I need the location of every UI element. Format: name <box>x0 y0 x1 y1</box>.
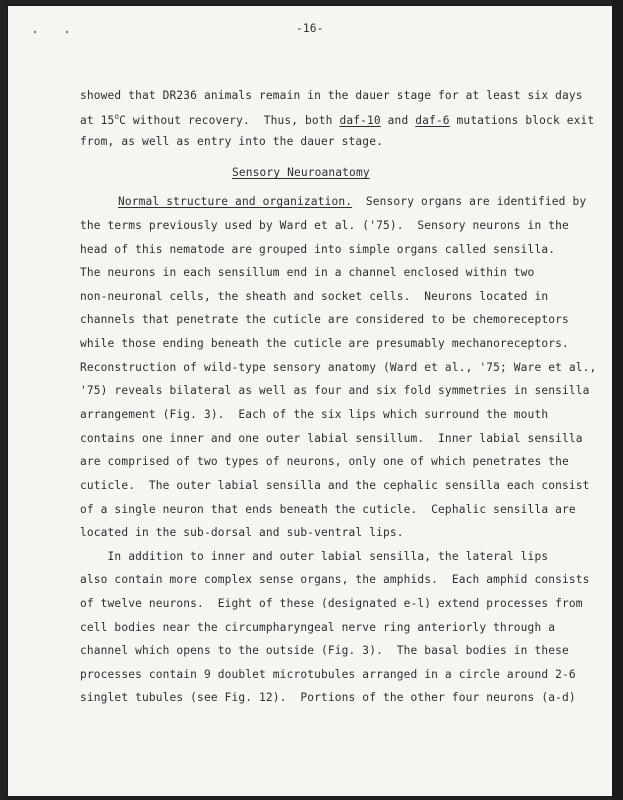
text-line: channel which opens to the outside (Fig. 3). The basal bodies in these <box>80 644 569 657</box>
text-line <box>118 195 586 208</box>
text-line: singlet tubules (see Fig. 12). Portions of the other four neurons (a-d) <box>80 691 576 704</box>
text-line: Reconstruction of wild-type sensory anatomy (Ward et al., '75; Ware et al., <box>80 361 597 374</box>
section-heading: Sensory Neuroanatomy <box>232 166 370 179</box>
text-line: channels that penetrate the cuticle are considered to be chemoreceptors <box>80 313 569 326</box>
text-line: contains one inner and one outer labial sensillum. Inner labial sensilla <box>80 432 583 445</box>
text-fragment: C without recovery. Thus, both <box>119 114 340 127</box>
gene-name: daf-10 <box>339 114 381 127</box>
text-line: arrangement (Fig. 3). Each of the six lips which surround the mouth <box>80 408 549 421</box>
text-line: cell bodies near the circumpharyngeal nerve ring anteriorly through a <box>80 621 556 634</box>
text-line: are comprised of two types of neurons, only one of which penetrates the <box>80 455 569 468</box>
text-line: also contain more complex sense organs, the amphids. Each amphid consists <box>80 573 590 586</box>
text-line: The neurons in each sensillum end in a channel enclosed within two <box>80 266 535 279</box>
subheading: Normal structure and organization. <box>118 195 353 208</box>
scan-speck <box>34 31 36 33</box>
text-line <box>80 112 594 127</box>
text-line: of twelve neurons. Eight of these (designated e-l) extend processes from <box>80 597 583 610</box>
text-line: from, as well as entry into the dauer stage. <box>80 135 383 148</box>
text-line: non-neuronal cells, the sheath and socket cells. Neurons located in <box>80 290 549 303</box>
text-fragment: Sensory organs are identified by <box>352 195 587 208</box>
page-number: -16- <box>296 22 324 35</box>
degree-superscript: o <box>114 112 120 121</box>
text-fragment: and <box>380 114 416 127</box>
text-fragment: mutations block exit <box>449 114 595 127</box>
text-line: In addition to inner and outer labial sensilla, the lateral lips <box>80 550 549 563</box>
text-line: processes contain 9 doublet microtubules arranged in a circle around 2-6 <box>80 668 576 681</box>
text-line: the terms previously used by Ward et al. ('75). Sensory neurons in the <box>80 219 569 232</box>
text-line: cuticle. The outer labial sensilla and the cephalic sensilla each consist <box>80 479 590 492</box>
text-line: while those ending beneath the cuticle are presumably mechanoreceptors. <box>80 337 569 350</box>
scan-edge <box>612 0 623 800</box>
text-line: located in the sub-dorsal and sub-ventral lips. <box>80 526 404 539</box>
text-line: '75) reveals bilateral as well as four and six fold symmetries in sensilla <box>80 384 590 397</box>
text-fragment: at 15 <box>80 114 115 127</box>
text-line: head of this nematode are grouped into simple organs called sensilla. <box>80 243 556 256</box>
scan-speck <box>66 31 68 33</box>
gene-name: daf-6 <box>415 114 450 127</box>
text-line: showed that DR236 animals remain in the dauer stage for at least six days <box>80 89 583 102</box>
text-line: of a single neuron that ends beneath the cuticle. Cephalic sensilla are <box>80 503 576 516</box>
